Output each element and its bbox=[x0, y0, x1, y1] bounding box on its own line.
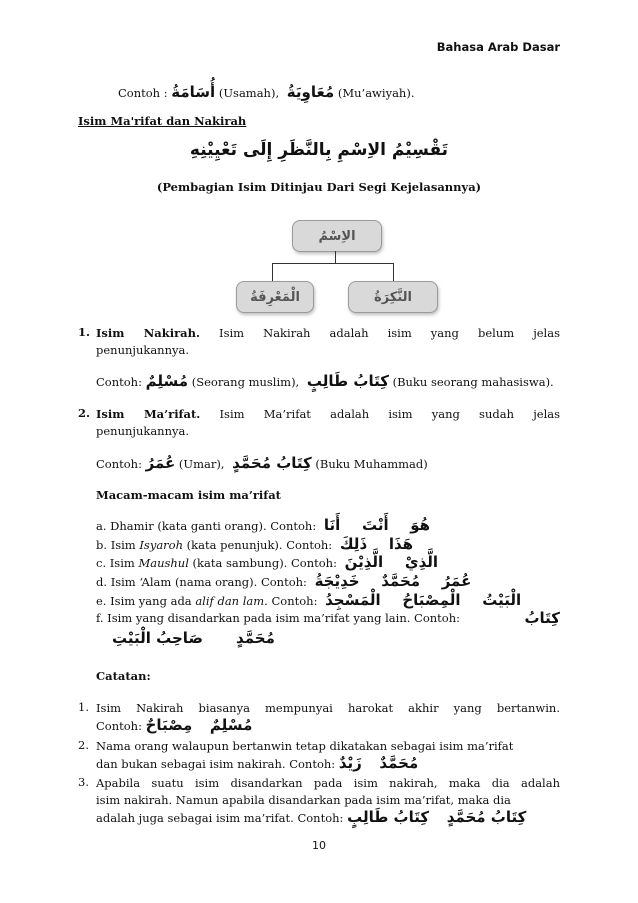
item-2-example-label: Contoh: bbox=[96, 457, 142, 471]
note-example-label: adalah juga sebagai isim ma’rifat. Contoh: bbox=[96, 811, 344, 825]
types-item-f-arabic: صَاحِبُ الْبَيْتِ bbox=[112, 629, 203, 647]
types-item-f-line1 bbox=[96, 610, 560, 627]
types-item-arabic: عُمَرُ bbox=[441, 572, 472, 590]
note-arabic: كِتَابُ طَالِبٍ bbox=[347, 808, 430, 826]
types-item-letter: d. bbox=[96, 575, 108, 589]
types-item-arabic: الْمِصْبَاحُ bbox=[402, 591, 461, 609]
types-item-f-line2 bbox=[112, 628, 275, 647]
types-item-arabic: أَنَا bbox=[323, 516, 341, 534]
note-arabic: مُحَمَّدٌ bbox=[379, 754, 419, 772]
section-arabic-heading: تَقْسِيْمُ الاِسْمِ بِالنَّظَرِ إِلَى تَعْيِيْنِهِ bbox=[189, 140, 449, 160]
types-item-arabic: الْمَسْجِدُ bbox=[325, 591, 381, 609]
types-item-italic: alif dan lam. bbox=[195, 594, 268, 608]
note-arabic: زَيْدٌ bbox=[338, 754, 362, 772]
notes-title: Catatan: bbox=[96, 669, 151, 683]
diagram-root-label: الاِسْمُ bbox=[318, 228, 356, 244]
intro-translit-2: (Mu’awiyah). bbox=[337, 86, 415, 100]
types-item-text: Isim bbox=[109, 556, 139, 570]
diagram-connector-right bbox=[393, 263, 394, 281]
types-item-e bbox=[96, 591, 521, 609]
section-subtitle: (Pembagian Isim Ditinjau Dari Segi Kejelasannya) bbox=[156, 180, 482, 194]
item-1-example-label: Contoh: bbox=[96, 375, 142, 389]
item-2-example bbox=[96, 455, 428, 473]
types-item-italic: Isyaroh bbox=[139, 538, 183, 552]
item-1-example-arabic-1: مُسْلِمٌ bbox=[145, 372, 189, 390]
note-1-line2 bbox=[96, 717, 252, 735]
types-item-f-text: Isim yang disandarkan pada isim ma’rifat yang lain. Contoh: bbox=[107, 611, 460, 625]
item-1-definition: Isim Nakirah adalah isim yang belum jelas bbox=[219, 326, 560, 340]
types-item-letter: c. bbox=[96, 556, 107, 570]
note-3-line3 bbox=[96, 809, 526, 827]
types-item-f-arabic: مُحَمَّدٍ bbox=[236, 629, 275, 647]
types-item-italic: Maushul bbox=[138, 556, 189, 570]
types-item-letter: b. bbox=[96, 538, 108, 552]
item-1-example-arabic-2: كِتَابُ طَالِبٍ bbox=[306, 372, 389, 390]
note-example-label: Contoh: bbox=[96, 719, 142, 733]
note-number: 1. bbox=[78, 700, 89, 714]
types-item-b bbox=[96, 535, 413, 553]
note-number: 3. bbox=[78, 775, 89, 789]
item-2-example-translit-2: (Buku Muhammad) bbox=[315, 457, 428, 471]
intro-arabic-2: مُعَاوِيَةُ bbox=[286, 83, 335, 101]
note-2-line2 bbox=[96, 755, 418, 773]
types-item-text: Isim ‘Alam (nama orang). Contoh: bbox=[110, 575, 307, 589]
types-item-arabic: الْبَيْتُ bbox=[482, 591, 522, 609]
diagram-root-node bbox=[292, 220, 382, 252]
item-1-number: 1. bbox=[78, 325, 91, 339]
note-arabic: مُسْلِمٌ bbox=[209, 716, 253, 734]
note-number: 2. bbox=[78, 738, 89, 752]
item-1-term: Isim Nakirah. bbox=[96, 326, 200, 340]
item-2-definition: Isim Ma’rifat adalah isim yang sudah jelas bbox=[219, 407, 560, 421]
note-2-line1: Nama orang walaupun bertanwin tetap dikatakan sebagai isim ma’rifat bbox=[96, 739, 514, 753]
item-1-line2: penunjukannya. bbox=[96, 343, 190, 357]
diagram-right-node bbox=[348, 281, 438, 313]
diagram-connector-left bbox=[272, 263, 273, 281]
intro-arabic-1: أُسَامَةُ bbox=[171, 83, 216, 101]
diagram-right-label: النَّكِرَةُ bbox=[374, 289, 412, 305]
types-item-arabic: خَدِيْجَةُ bbox=[314, 572, 360, 590]
item-1-example-translit-2: (Buku seorang mahasiswa). bbox=[392, 375, 554, 389]
types-item-arabic: مُحَمَّدٌ bbox=[381, 572, 421, 590]
types-item-text: Dhamir (kata ganti orang). Contoh: bbox=[110, 519, 317, 533]
section-title: Isim Ma'rifat dan Nakirah bbox=[78, 114, 247, 128]
types-item-text-post: (kata penunjuk). Contoh: bbox=[183, 538, 333, 552]
intro-translit-1: (Usamah), bbox=[218, 86, 280, 100]
item-1-example bbox=[96, 373, 554, 391]
types-item-c bbox=[96, 553, 438, 571]
diagram-left-node bbox=[236, 281, 314, 313]
types-item-arabic: هَذَا bbox=[388, 535, 414, 553]
page-header-title: Bahasa Arab Dasar bbox=[436, 40, 560, 54]
item-1-example-translit-1: (Seorang muslim), bbox=[191, 375, 300, 389]
types-item-arabic: أَنْتَ bbox=[361, 516, 389, 534]
page-number: 10 bbox=[312, 839, 326, 852]
diagram-connector-horizontal bbox=[272, 263, 394, 264]
types-item-d bbox=[96, 572, 471, 590]
item-1-line1 bbox=[96, 325, 560, 342]
types-item-letter: a. bbox=[96, 519, 107, 533]
diagram-connector-vertical bbox=[335, 251, 336, 263]
types-item-text-post: Contoh: bbox=[267, 594, 318, 608]
note-arabic: مِصْبَاحٌ bbox=[145, 716, 193, 734]
types-item-arabic: الَّذِيْ bbox=[404, 553, 439, 571]
note-arabic: كِتَابُ مُحَمَّدٍ bbox=[446, 808, 527, 826]
types-item-arabic: هُوَ bbox=[410, 516, 431, 534]
types-item-arabic: ذَلِكَ bbox=[339, 535, 368, 553]
types-item-text: Isim bbox=[110, 538, 140, 552]
intro-line bbox=[118, 84, 414, 102]
types-title: Macam-macam isim ma’rifat bbox=[96, 488, 281, 502]
types-item-letter: e. bbox=[96, 594, 107, 608]
note-example-label: dan bukan sebagai isim nakirah. Contoh: bbox=[96, 757, 336, 771]
item-2-line2: penunjukannya. bbox=[96, 424, 190, 438]
types-item-letter: f. bbox=[96, 611, 104, 625]
types-item-f-arabic-end: كِتَابُ bbox=[524, 609, 560, 627]
diagram-left-label: الْمَعْرِفَةُ bbox=[250, 289, 300, 305]
note-3-line2: isim nakirah. Namun apabila disandarkan pada isim ma’rifat, maka dia bbox=[96, 793, 511, 807]
intro-prefix: Contoh : bbox=[118, 86, 168, 100]
types-item-arabic: الَّذِيْنَ bbox=[344, 553, 384, 571]
note-1-line1: Isim Nakirah biasanya mempunyai harokat akhir yang bertanwin. bbox=[96, 701, 560, 715]
item-2-example-arabic-1: عُمَرُ bbox=[145, 454, 176, 472]
note-3-line1: Apabila suatu isim disandarkan pada isim nakirah, maka dia adalah bbox=[96, 776, 560, 790]
item-2-term: Isim Ma’rifat. bbox=[96, 407, 201, 421]
item-2-line1 bbox=[96, 406, 560, 423]
types-item-a bbox=[96, 516, 430, 534]
item-2-number: 2. bbox=[78, 406, 91, 420]
item-2-example-translit-1: (Umar), bbox=[178, 457, 225, 471]
item-2-example-arabic-2: كِتَابُ مُحَمَّدٍ bbox=[232, 454, 312, 472]
types-item-text: Isim yang ada bbox=[110, 594, 196, 608]
types-item-text-post: (kata sambung). Contoh: bbox=[188, 556, 337, 570]
